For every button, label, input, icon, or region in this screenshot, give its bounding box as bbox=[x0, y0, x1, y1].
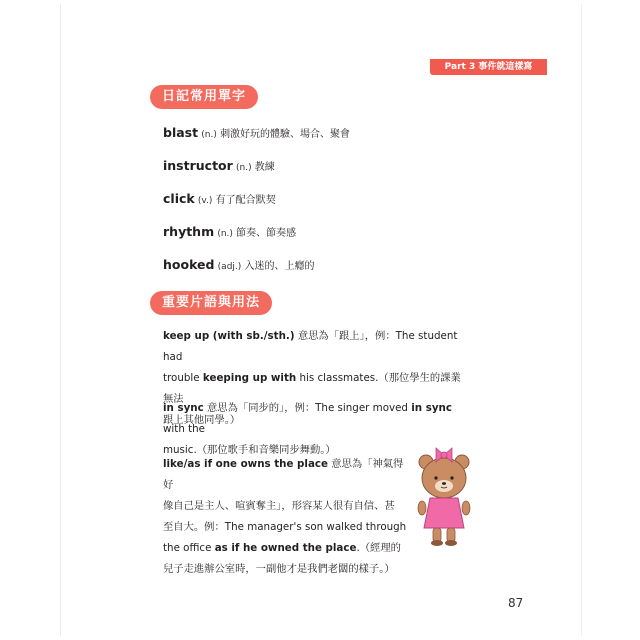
phrase-text: with the bbox=[163, 423, 206, 435]
phrase-line bbox=[163, 326, 463, 368]
vocab-pos: (v.) bbox=[197, 196, 213, 206]
phrase-term: keep up (with sb./sth.) bbox=[163, 330, 295, 342]
phrase-line: 跟上其他同學。） bbox=[163, 414, 241, 426]
phrase-line: music.（那位歌手和音樂同步舞動。） bbox=[163, 444, 336, 456]
vocab-meaning: 刺激好玩的體驗、場合、聚會 bbox=[220, 129, 351, 140]
phrase-highlight: in sync bbox=[411, 402, 452, 414]
section-title-vocab: 日記常用單字 bbox=[150, 85, 258, 109]
bear-illustration bbox=[414, 442, 474, 552]
page-number: 87 bbox=[508, 596, 524, 610]
phrase-text: the office bbox=[163, 542, 215, 554]
phrase-highlight: as if he owned the place bbox=[214, 542, 357, 554]
vocab-word: click bbox=[163, 191, 195, 206]
vocab-pos: (n.) bbox=[217, 229, 233, 239]
vocab-word: hooked bbox=[163, 257, 215, 272]
part-tab: Part 3 事件就這樣寫 bbox=[430, 59, 547, 75]
vocab-pos: (adj.) bbox=[217, 262, 242, 272]
phrase-term: in sync bbox=[163, 402, 204, 414]
phrase-text: 意思為「同步的」，例：The singer moved bbox=[203, 402, 412, 414]
vocab-pos: (n.) bbox=[201, 130, 217, 140]
phrase-text: his classmates.（那位學生的課業無法 bbox=[163, 372, 461, 405]
phrase-line bbox=[163, 538, 408, 559]
vocab-pos: (n.) bbox=[236, 163, 252, 173]
section-title-phrases: 重要片語與用法 bbox=[150, 291, 272, 315]
vocab-word: rhythm bbox=[163, 224, 215, 239]
phrase-line: 兒子走進辦公室時，一副他才是我們老闆的樣子。） bbox=[163, 563, 395, 575]
phrase-highlight: keeping up with bbox=[202, 372, 297, 384]
phrase-term: like/as if one owns the place bbox=[163, 458, 328, 470]
vocab-meaning: 有了配合默契 bbox=[215, 195, 276, 206]
vocab-word: blast bbox=[163, 125, 199, 140]
vocab-item bbox=[163, 224, 296, 242]
vocab-meaning: 教練 bbox=[254, 162, 275, 173]
vocab-item bbox=[163, 191, 276, 209]
phrase-text: trouble bbox=[163, 372, 203, 384]
phrase-line bbox=[163, 454, 408, 496]
vocab-item bbox=[163, 257, 314, 275]
phrase-line: 像自己是主人、喧賓奪主」，形容某人很有自信、甚 bbox=[163, 500, 395, 512]
vocab-meaning: 節奏、節奏感 bbox=[236, 228, 297, 239]
phrase-line: 至自大。例：The manager's son walked through bbox=[163, 521, 407, 533]
vocab-word: instructor bbox=[163, 158, 233, 173]
phrase-text: 意思為「神氣得好 bbox=[163, 458, 404, 491]
phrase-block bbox=[163, 454, 408, 580]
phrase-line bbox=[163, 398, 473, 440]
vocab-item bbox=[163, 158, 275, 176]
vocab-meaning: 入迷的、上癮的 bbox=[244, 261, 315, 272]
phrase-text: .（經理的 bbox=[356, 542, 401, 554]
phrase-text: 意思為「跟上」，例：The student had bbox=[163, 330, 458, 363]
vocab-item bbox=[163, 125, 350, 143]
